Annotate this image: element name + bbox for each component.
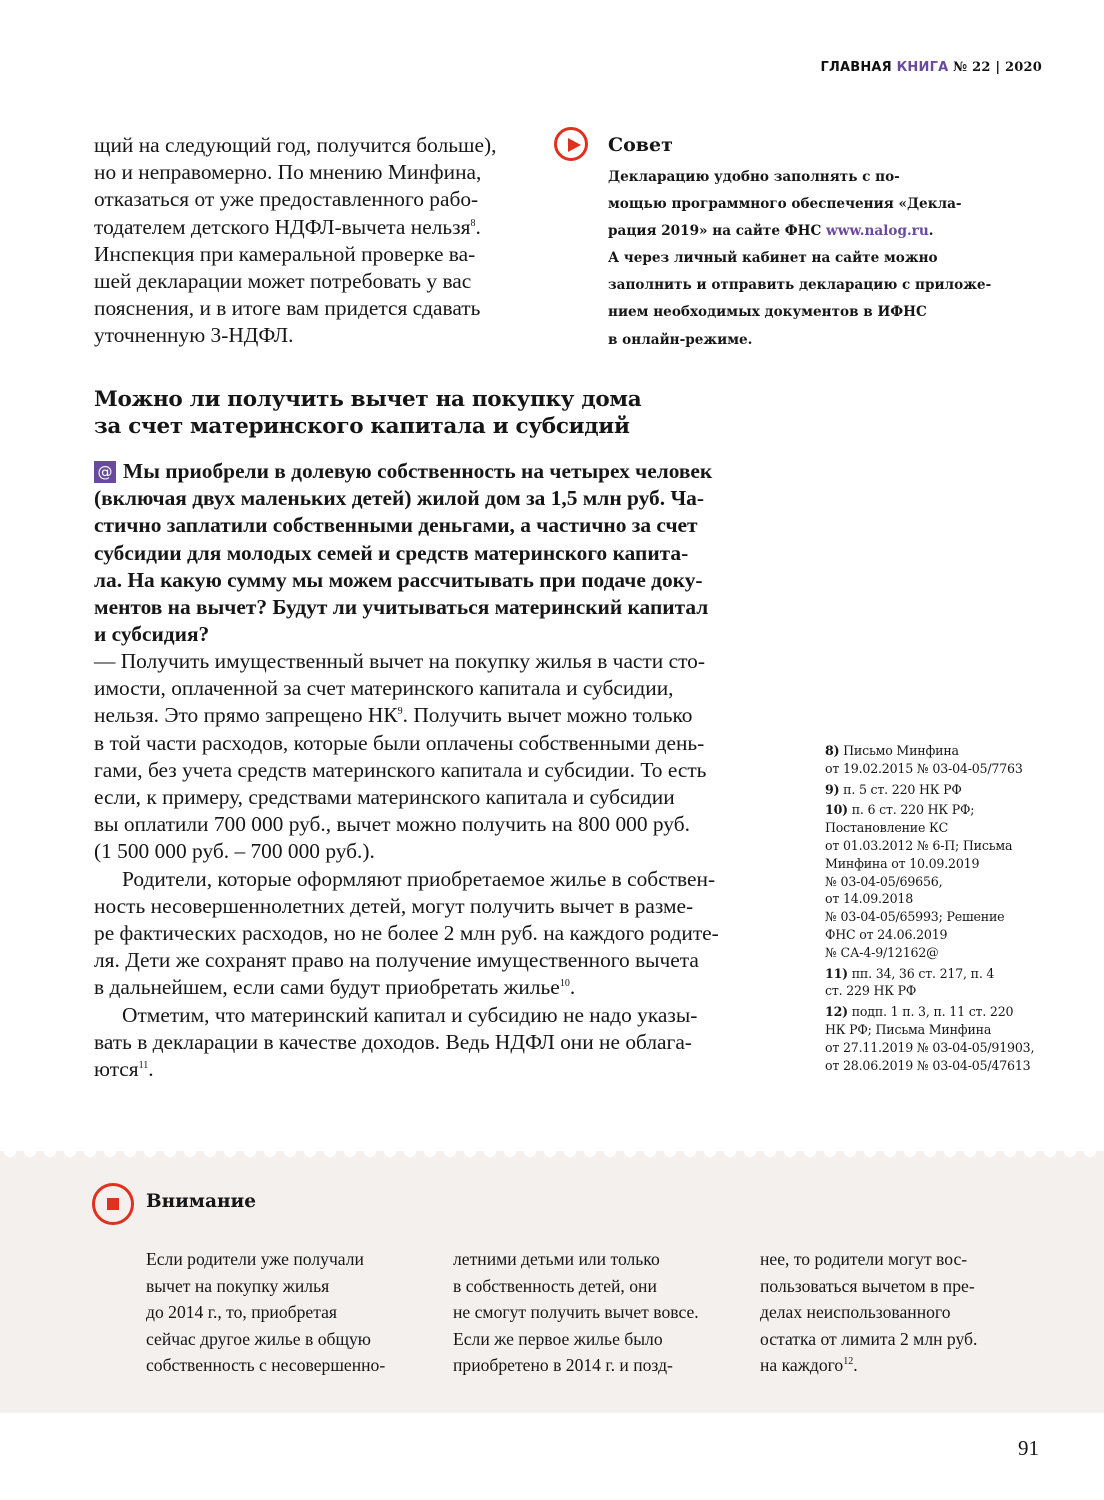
text-line: вы оплатили 700 000 руб., вычет можно получить на 800 000 руб. [94,812,690,837]
text-line: нее, то родители могут вос- [760,1249,968,1269]
footnote-9 [825,781,1055,799]
attention-column-3 [760,1246,1050,1379]
text-line: (1 500 000 руб. – 700 000 руб.). [94,839,375,864]
brand-name-part2: КНИГА [896,60,949,75]
text-line: пользоваться вычетом в пре- [760,1275,975,1296]
text-line [825,1003,1055,1021]
text-fragment: подп. 1 п. 3, п. 11 ст. 220 [851,1004,1014,1020]
text-fragment: тодателем детского НДФЛ-вычета нельзя [94,214,471,239]
reader-question [94,458,774,648]
attention-title: Внимание [146,1191,256,1212]
text-fragment: . Получить вычет можно только [402,703,693,728]
text-line: ются$^{11}$. [94,1057,154,1082]
text-line: НК РФ; Письма Минфина [825,1021,992,1037]
text-line: на каждого$^{12}$. [760,1355,858,1376]
scalloped-edge [0,1151,1104,1161]
footnote-number: 12) [825,1004,848,1020]
text-line: летними детьми или только [453,1249,660,1269]
attention-column-2 [453,1246,743,1379]
text-line: в собственность детей, они [453,1275,657,1296]
text-fragment: нельзя. Это прямо запрещено НК [94,703,398,728]
text-fragment: на каждого [760,1355,844,1376]
text-line: остатка от лимита 2 млн руб. [760,1328,978,1349]
text-fragment: пп. 34, 36 ст. 217, п. 4 [851,965,995,981]
text-line: в онлайн-режиме. [608,331,753,348]
text-line: Если родители уже получали [146,1249,364,1269]
text-line: № 03-04-05/69656, [825,873,943,889]
text-line: приобретено в 2014 г. и позд- [453,1355,673,1376]
text-line: если, к примеру, средствами материнского капитала и субсидии [94,785,675,810]
footnote-11 [825,965,1055,1001]
text-line: сейчас другое жилье в общую [146,1328,371,1349]
footnotes [825,742,1055,1077]
play-icon [554,127,588,161]
text-line: ре фактических расходов, но не более 2 млн руб. на каждого родите- [94,921,719,946]
attention-column-1 [146,1246,436,1379]
text-line: не смогут получить вычет вовсе. [453,1302,699,1323]
text-line: в дальнейшем, если сами будут приобретать жилье$^{10}$. [94,975,576,1000]
text-line: собственность с несовершенно- [146,1355,386,1376]
text-line: но и неправомерно. По мнению Минфина, [94,160,482,185]
text-line: отказаться от уже предоставленного рабо- [94,187,479,212]
text-line: Отметим, что материнский капитал и субсидию не надо указы- [122,1002,698,1027]
text-line: в той части расходов, которые были оплачены собственными день- [94,730,705,755]
text-line: нием необходимых документов в ИФНС [608,304,927,321]
text-fragment: Письмо Минфина [843,743,959,758]
text-line: от 14.09.2018 [825,891,914,907]
text-line: Минфина от 10.09.2019 [825,855,980,871]
text-line: щий на следующий год, получится больше), [94,133,497,157]
text-line: шей декларации может потребовать у вас [94,269,472,294]
footnote-8 [825,742,1055,778]
text-line: — Получить имущественный вычет на покупку жилья в части сто- [94,649,705,673]
issue-number: № 22 | 2020 [953,60,1042,75]
brand-name-part1: ГЛАВНАЯ [820,60,892,75]
section-heading [94,386,641,440]
text-line: вать в декларации в качестве доходов. Ведь НДФЛ они не облага- [94,1029,692,1054]
text-line: тодателем детского НДФЛ-вычета нельзя$^8$. [94,214,481,239]
text-line [825,801,1055,819]
text-line: ментов на вычет? Будут ли учитываться материнский капитал [94,595,709,620]
text-line [825,781,1055,799]
text-line: № СА-4-9/12162@ [825,944,939,960]
text-fragment: Мы приобрели в долевую собственность на четырех человек [123,459,713,483]
text-line: Декларацию удобно заполнять с по- [608,169,900,185]
text-line: А через личный кабинет на сайте можно [608,250,938,267]
text-line [94,702,774,729]
running-header [820,60,1042,75]
intro-paragraph [94,132,514,350]
text-line: ля. Дети же сохранят право на получение имущественного вычета [94,948,699,973]
heading-line: Можно ли получить вычет на покупку дома [94,387,642,412]
nalog-link[interactable]: www.nalog.ru [826,223,929,240]
footnote-number: 10) [825,802,848,818]
footnote-ref[interactable]: 12 [843,1356,854,1368]
text-line: делах неиспользованного [760,1302,951,1323]
text-line: уточненную 3-НДФЛ. [94,323,294,348]
text-line [825,965,1055,983]
tip-text [608,164,991,354]
text-line: Если же первое жилье было [453,1328,663,1349]
text-line: до 2014 г., то, приобретая [146,1302,337,1323]
text-line: субсидии для молодых семей и средств материнского капита- [94,540,689,565]
page-number: 91 [1018,1436,1039,1460]
text-fragment: в дальнейшем, если сами будут приобретать жилье [94,975,560,1000]
footnote-ref[interactable]: 9 [397,706,403,718]
footnote-12 [825,1003,1055,1074]
text-line: мощью программного обеспечения «Декла- [608,196,962,213]
stop-icon [92,1183,134,1225]
text-line: пояснения, и в итоге вам придется сдавать [94,296,481,321]
footnote-number: 9) [825,781,840,797]
text-line: от 01.03.2012 № 6-П; Письма [825,837,1013,853]
footnote-number: 11) [825,965,848,981]
text-line: гами, без учета средств материнского капитала и субсидии. То есть [94,757,707,782]
text-line: Инспекция при камеральной проверке ва- [94,241,476,266]
answer-text [94,648,774,1083]
text-line: ст. 229 НК РФ [825,983,917,999]
text-line: Постановление КС [825,820,949,836]
text-line: вычет на покупку жилья [146,1275,330,1296]
text-line: рация 2019» на сайте ФНС www.nalog.ru. [608,223,934,240]
text-line [94,458,774,485]
footnote-10 [825,801,1055,961]
text-line: имости, оплаченной за счет материнского капитала и субсидии, [94,676,674,701]
text-line: от 27.11.2019 № 03-04-05/91903, [825,1039,1035,1055]
footnote-ref[interactable]: 8 [470,217,476,229]
text-line: ность несовершеннолетних детей, могут получить вычет в разме- [94,893,694,918]
text-line: ла. На какую сумму мы можем рассчитывать при подаче доку- [94,567,703,592]
text-fragment: ются [94,1057,139,1082]
text-line: стично заплатили собственными деньгами, а частично за счет [94,513,698,538]
text-line: ФНС от 24.06.2019 [825,926,948,942]
footnote-ref[interactable]: 11 [138,1059,149,1071]
text-fragment: п. 5 ст. 220 НК РФ [843,781,962,797]
text-line: от 28.06.2019 № 03-04-05/47613 [825,1057,1031,1073]
footnote-number: 8) [825,743,840,758]
text-line: (включая двух маленьких детей) жилой дом за 1,5 млн руб. Ча- [94,486,704,511]
text-fragment: рация 2019» на сайте ФНС [608,223,822,240]
at-icon: @ [94,461,116,483]
text-line: заполнить и отправить декларацию с приложе- [608,277,992,294]
tip-title: Совет [608,134,673,156]
text-line: от 19.02.2015 № 03-04-05/7763 [825,760,1023,776]
text-line: № 03-04-05/65993; Решение [825,909,1005,925]
text-line [825,742,1055,760]
text-fragment: п. 6 ст. 220 НК РФ; [851,802,975,818]
heading-line: за счет материнского капитала и субсидий [94,414,630,439]
text-line: Родители, которые оформляют приобретаемое жилье в собствен- [122,866,716,891]
footnote-ref[interactable]: 10 [559,978,570,990]
text-line: и субсидия? [94,622,210,647]
